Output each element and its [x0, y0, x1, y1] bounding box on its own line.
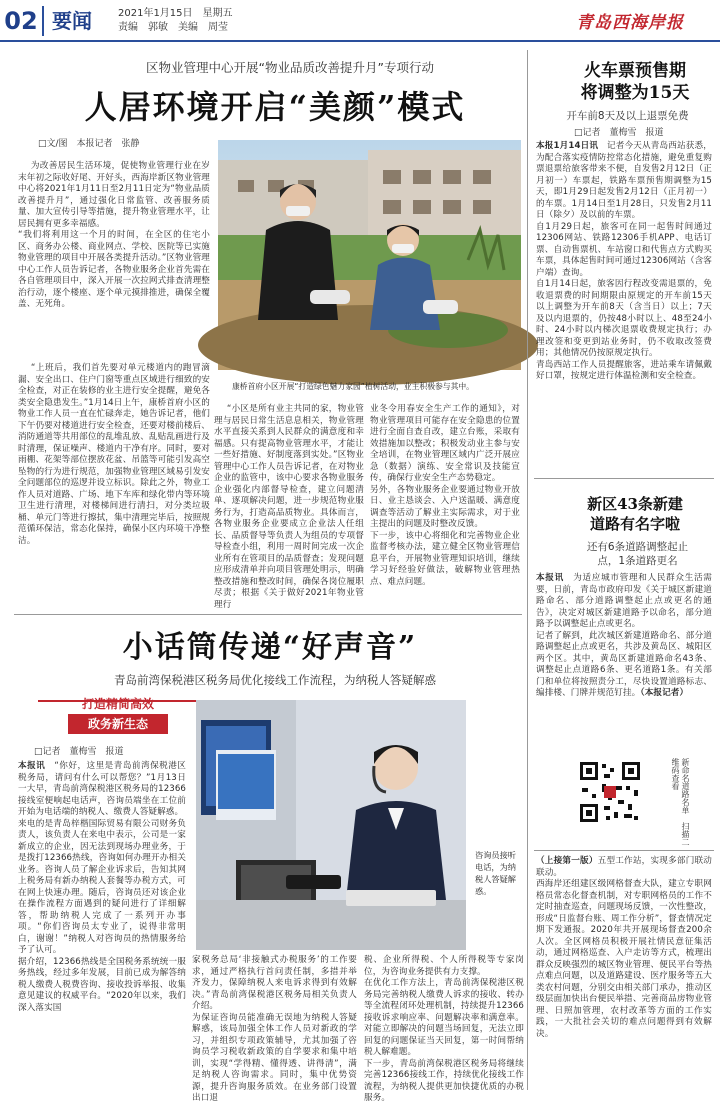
roads-headline-2: 道路有名字啦: [589, 515, 680, 533]
main-col3: 业冬令用春安全生产工作的通知》，对物业管理项目可能存在安全隐患的位置进行全面自查自改，建立台账，采取有效措施加以整改；积极发动业主参与安全培训，在物业管理区域内广泛开展应急（数据）演练、安全常识及技能宣传，确保行业安全生产态势稳定。 另外，各物业服务企业要通过物业开放日、业主恳谈会、入户送温暖、满意度调查等活动了解业主实际需求，对于业主提出的问题及时整改反馈。 下一步，该中心将细化和完善物业企业监督考核办法，建立健全区物业管理信息平台，开展物业管理知识培训，继续学习好经验好做法，破解物业管理热点、难点问题。: [370, 404, 520, 587]
qr-caption: 新命名道路名单 扫描二维码查看: [671, 758, 690, 846]
column-divider: [527, 50, 528, 1090]
roads-subhead: [560, 540, 715, 568]
section-divider: [14, 614, 522, 615]
roads-body: [536, 573, 712, 741]
call-center-photo: [196, 700, 466, 950]
tag-top: 打造精简高效: [81, 697, 154, 711]
second-photo-caption: 咨询员接听电话，为纳税人答疑解惑。: [475, 850, 516, 896]
section-title: 要闻: [52, 9, 92, 33]
roads-subhead-2: 点，1条道路更名: [597, 555, 678, 567]
main-photo-caption: 康桥首府小区开展“打造绿色魅力家园”植树活动，业主积极参与其中。: [232, 382, 474, 391]
main-headline: 人居环境开启“美颜”模式: [84, 88, 466, 126]
train-subhead: 开车前8天及以上退票免费: [566, 110, 689, 122]
continuation-lead: （上接第一版）: [536, 856, 598, 866]
train-headline-1: 火车票预售期: [584, 61, 686, 81]
train-body-text: 记者今天从青岛西站获悉，为配合落实疫情防控常态化措施，避免重复购票退票给旅客带来不便，自发售2月12日（正月初一）车票起，铁路车票预售期调整为15天，即1月29日起发售2月12日（正月初一）的车票。1月14日至1月28日，只发售2月11日（除夕）及以前的车票。 自1月29日起，旅客可在同一起售时间通过12306网站、铁路12306手机APP、电话订票、自动售票机、车站窗口和代售点方式购买车票，具体起售时间可通过12306网站（含客户端）查询。 自1月14日起，旅客因行程改变需退票的，免收退票费的时间期限由原规定的开车前15天以上调整为开车前8天（含当日）以上；7天及以内退票的，仍按48小时以上、48至24小时、24小时以内梯次退票收费规定执行；办理改签和变更到站业务时，仍不收取改签费用；其他情况仍按原规定执行。 青岛西站工作人员提醒旅客，进站乘车请佩戴好口罩，按规定进行体温检测和安全检查。: [536, 141, 712, 381]
newspaper-logo: 青岛西海岸报: [576, 13, 684, 33]
main-photo: [218, 140, 521, 370]
continuation-text: 五型工作站，实现多部门联动联动。 西海岸还组建区级网格督查大队，建立专职网格员常态化督查机制，对专职网格员的工作不定时抽查巡查，问题现场反馈，一次性整改，形成“日监督台账、周工作分析”，督查情况定期下发通报。2020年共开展现场督查200余人次。全区网格员积极开展社情民意征集活动，通过网格巡查、入户走访等方式，梳理出群众反映强烈的城区物业管理、便民平台等热点难点问题，以及道路建设、医疗服务等五大类农村问题，分别交由相关部门承办，推动区级层面加快出台便民举措、完善商品房物业管理、日照加管理，农村改革等方面的工作实践，一大批社会关切的难点问题得到有效解决。: [536, 856, 712, 1039]
qr-code[interactable]: [578, 760, 642, 824]
tag-banner: [38, 696, 198, 742]
tag-bottom: 政务新生态: [68, 714, 168, 734]
editors: 责编 郭敏 美编 周莹: [118, 22, 228, 33]
second-lead: 本报讯: [18, 761, 46, 771]
issue-date: 2021年1月15日 星期五: [118, 8, 233, 19]
second-col2: 家税务总局‘非接触式办税服务’的工作要求，通过严格执行首问责任制，多措并举齐发力，保障纳税人来电诉求得到有效解决。”青岛前湾保税港区税务局相关负责人介绍。 为保证咨询员能准确无误地为纳税人答疑解惑，该局加强全体工作人员对新政的学习，并组织专项政策辅导，尤其加强了咨询员学习税收新政策的自学要求和集中培训，实现“学得精、懂得透、讲得清”，满足纳税人咨询需求。同时，集中优势资源，提升咨询服务质效。在业务部门设置出口退: [192, 955, 357, 1103]
sidebar-divider-2: [534, 850, 714, 851]
second-col1-text: “你好，这里是青岛前湾保税港区税务局，请问有什么可以帮您？”1月13日一大早，青岛前湾保税港区税务局的12366接线室便响起电话声，咨询员端坐在工位前开始为电话端的纳税人、缴费人答疑解惑。 来电的是青岛梓楷国际贸易有限公司财务负责人，该负责人在来电中表示，公司是一家新成立的企业，因无法到现场办理业务，于是拨打12366热线，咨询如何办理开办相关业务。咨询人员了解企业诉求后，告知其网上税务局有新办纳税人套餐等办税方式，可在网上快速办理。随后，咨询员还对该企业在操作流程方面遇到的疑问进行了详细解答，帮助纳税人完成了一系列开办事项。“你们咨询员太专业了，说得非常明白，谢谢！”纳税人对咨询员的热情服务给予了认可。 据介绍，12366热线是全国税务系统统一服务热线，经过多年发展，目前已成为解答纳税人缴费人税费咨询、接收投诉举报、收集意见建议的权威平台。“2020年以来，我们深入落实国: [18, 761, 187, 1013]
tree-planting-photo: [218, 140, 521, 370]
train-headline-2: 将调整为15天: [580, 83, 690, 103]
roads-subhead-1: 还有6条道路调整起止: [586, 541, 689, 553]
main-col1-bottom: “上班后，我们首先要对单元楼道内的跑冒滴漏、安全出口、住户门窗等重点区域进行细致的安全检查，对正在装修的业主进行安全提醒，避免各类安全隐患发生。”1月14日上午，康桥首府小区的物业工作人员一直在忙碌奔走，她告诉记者，他们下午仍要对楼道进行安全检查，还要对楼前楼后、消防通道等共用部位的乱堆乱放、乱贴乱画进行及时清理，保证噪声、楼道内干净有序。同时，要对雨棚、花架等部位摆放花盆、吊篮等可能引发高空坠物的行为进行规范，加强物业管理区域易引发安全问题部位的巡逻并设立标识。除此之外，物业工作人员对道路、广场、地下车库和绿化带内等环境卫生进行清理，对楼梯间进行清扫，对分类垃圾桶、单元门等进行擦拭，集中清理完毕后，按照规范循环保洁，常态化保持，确保小区内环境干净整洁。: [18, 363, 210, 546]
main-kicker: 区物业管理中心开展“物业品质改善提升月”专项行动: [146, 60, 434, 75]
page-number: 02: [0, 6, 44, 36]
roads-tail: （本报记者）: [640, 688, 689, 698]
second-col3: 税、企业所得税、个人所得税等专家岗位，为咨询业务提供有力支撑。 在优化工作方法上，青岛前湾保税港区税务局完善纳税人缴费人诉求的接收、转办等全流程闭环处理机制，持续提升12366接收诉求响应率、问题解决率和满意率。对能立即解决的问题当场回复，无法立即回复的问题保证当天回复，第一时间帮纳税人解难题。 下一步，青岛前湾保税港区税务局将继续完善12366接线工作，持续优化接线工作流程，为纳税人提供更加快捷优质的办税服务。: [364, 955, 524, 1103]
second-byline: □记者 董梅雪 报道: [34, 747, 124, 757]
qr-code-icon: [578, 760, 642, 824]
second-col1: [18, 761, 186, 1091]
train-byline: □记者 董梅雪 报道: [574, 128, 664, 138]
second-headline: 小话筒传递“好声音”: [122, 630, 418, 665]
roads-body-text: 为适应城市管理和人民群众生活需要，日前，青岛市政府印发《关于城区新建道路命名、部分道路调整起止点或更名的通告》，决定对城区新建道路予以命名，部分道路予以调整起止点或更名。 记者了解到，此次城区新建道路命名、部分道路调整起止点或更名，共涉及黄岛区、城阳区两个区。其中，黄岛区新建道路命名43条、调整起止点道路6条、更名道路1条。有关部门和单位将按照责分工，尽快设置道路标志、编排楼、门牌并规范钉挂。: [536, 573, 712, 698]
roads-headline-1: 新区43条新建: [587, 495, 683, 513]
date-line: [118, 7, 233, 35]
main-col2: “小区是所有业主共同的家，物业管理与居民日常生活息息相关，物业管理水平直接关系到人民群众的满意度和幸福感。只有提高物业管理水平，才能让一些好措施、好制度落到实处。”区物业管理中心工作人员告诉记者，在对物业企业的监管中，该中心要求各物业服务企业强化内部督导检查，建立问题清单、逐项解决问题，进一步规范物业服务行为，打造高品质物业。具体而言，各物业服务企业要成立企业法人任组长、品质督导等负责人为组员的专项督导检查小组，利用一周时间完成一次企业所有在管项目的品质督查；发现问题应形成清单并向项目管理处明示，明确整改措施和整改时间，确保各岗位履职尽责；根据《关于做好2021年物业管理行: [214, 404, 364, 610]
continuation-body: [536, 856, 712, 1092]
second-photo: [196, 700, 466, 950]
roads-lead: 本报讯: [536, 573, 564, 583]
second-subhead: 青岛前湾保税港区税务局优化接线工作流程，为纳税人答疑解惑: [114, 673, 436, 687]
sidebar-divider-1: [534, 478, 714, 479]
train-lead: 本报1月14日讯: [536, 141, 599, 151]
main-col1-top: 为改善居民生活环境，促使物业管理行业在岁末年初之际收好尾、开好头，西海岸新区物业管理中心将2021年1月11日至2月11日定为“物业品质改善提升月”，通过强化日常监管、改善服务质量、加大宣传引导等措施，提升物业管理水平，让居民拥有更多幸福感。 “我们将利用这一个月的时间，在全区的住宅小区、商务办公楼、商业网点、学校、医院等已实施物业管理的项目中开展各类提升活动。”区物业管理中心工作人员告诉记者，各物业服务企业首先需在各自管理项目中，深入开展一次拉网式排查清理整治行动，逐个楼座、逐个单元摸排推进，确保全覆盖、无死角。: [18, 161, 210, 309]
train-body: [536, 141, 712, 473]
main-byline: □文/图 本报记者 张静: [38, 139, 140, 149]
